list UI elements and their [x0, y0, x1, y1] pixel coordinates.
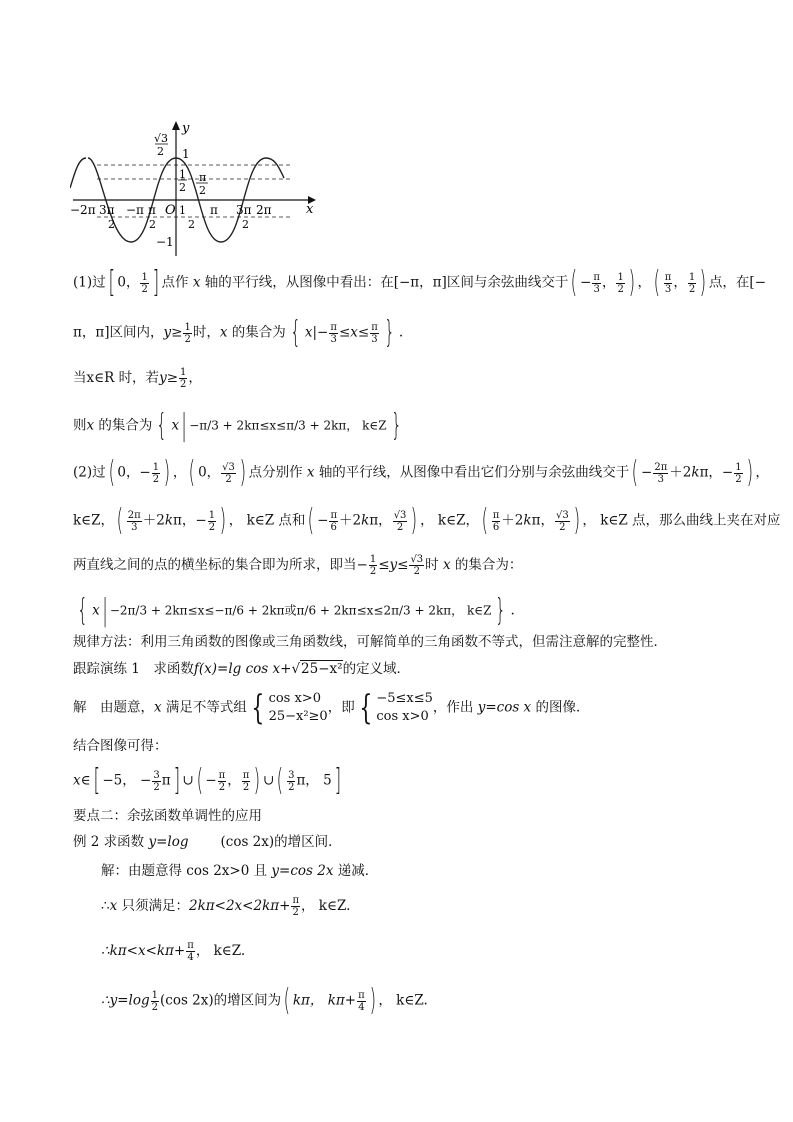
y-axis-label: y	[182, 121, 190, 136]
tick-half-d: 2	[179, 181, 186, 194]
p2-line2: k∈Z，( $\frac{2\pi}{3}$ ＋2kπ，− $\frac{1}{2}$ ) ， k∈Z 点和( − $\frac{\pi}{6}$ ＋2kπ， $\frac{√3}{2}$ ) ， k∈Z，( $\frac{\pi}{6}$ ＋2kπ， $\frac{√3}{2}$ ) ， k∈Z 点，那么曲线上夹在对应	[73, 503, 781, 538]
p1-line1: (1)过[ 0， $\frac{1}{2}$ ] 点作 x 轴的平行线，从图像中看出：在[−π，π]区间与余弦曲线交于( − $\frac{\pi}{3}$ ， $\frac{1}{2}$ ) ，( $\frac{\pi}{3}$ ， $\frac{1}{2}$ ) 点，在[−	[73, 265, 767, 300]
p1-line3: 当x∈R 时，若y≥ $\frac{1}{2}$ ，	[73, 367, 202, 390]
p2-line4: { x| −2π/3 + 2kπ≤x≤−π/6 + 2kπ或π/6 + 2kπ≤x≤2π/3 + 2kπ， k∈Z } .	[77, 593, 515, 628]
cosine-curve-left	[70, 158, 86, 188]
p2-line3: 两直线之间的点的横坐标的集合即为所求，即当− $\frac{1}{2}$ ≤y≤ $\frac{√3}{2}$ 时 x 的集合为：	[73, 554, 523, 577]
tick-sqrt3: √3	[154, 132, 169, 145]
ex1-solution: 解 由题意，x 满足不等式组 { cos x>0 25−x²≥0 ，即 { −5≤x≤5 cos x>0 ，作出 y=cos x 的图像．	[73, 688, 590, 728]
tick-one-x: 1	[179, 204, 186, 217]
tick-half-x: 2	[188, 218, 195, 231]
ex1-combine: 结合图像可得：	[73, 738, 168, 754]
origin-label: O	[165, 203, 176, 218]
tick-neg-3pi: 3π	[99, 203, 115, 217]
tick-one: 1	[182, 147, 190, 161]
p1-line2: π，π]区间内，y≥ $\frac{1}{2}$ 时，x 的集合为 { x|− $\frac{\pi}{3}$ ≤x≤ $\frac{\pi}{3}$ } .	[73, 315, 404, 350]
tick-2pi: 2π	[256, 203, 272, 217]
p1-line4: 则x 的集合为 { x| −π/3 + 2kπ≤x≤π/3 + 2kπ， k∈Z }	[73, 408, 402, 443]
tick-neg-3pi-d: 2	[108, 218, 115, 231]
tick-neg-one: −1	[156, 235, 174, 249]
rule-text: 规律方法：利用三角函数的图像或三角函数线，可解简单的三角函数不等式，但需注意解的完整性．	[73, 634, 667, 650]
ex2-step4: ∴y=log $\frac{1}{2}$ (cos 2x)的增区间为( kπ， kπ+ $\frac{\pi}{4}$ ) ， k∈Z.	[101, 983, 428, 1018]
tick-3pi: 3π	[236, 203, 252, 217]
tick-3pi-d: 2	[242, 218, 249, 231]
cosine-curve-right	[266, 158, 284, 178]
tick-pi3-n: π	[199, 171, 207, 184]
x-axis-label: x	[306, 202, 314, 217]
tick-neg-pi: −π	[126, 203, 144, 217]
p2-line1: (2)过( 0，− $\frac{1}{2}$ ) ，( 0， $\frac{√3}{2}$ ) 点分别作 x 轴的平行线，从图像中看出它们分别与余弦曲线交于( − $\frac{2\pi}{3}$ ＋2kπ，− $\frac{1}{2}$ ) ，	[73, 455, 769, 490]
ex2-step2: ∴x 只须满足：2kπ<2x<2kπ+ $\frac{\pi}{2}$ ， k∈Z.	[101, 895, 351, 918]
ex2-title: 例 2 求函数 y=log (cos 2x)的增区间．	[73, 834, 342, 850]
point2-heading: 要点二：余弦函数单调性的应用	[73, 808, 262, 824]
tick-pi: π	[210, 203, 218, 217]
tick-sqrt3-denom: 2	[157, 145, 164, 158]
ex2-step3: ∴kπ<x<kπ+ $\frac{\pi}{4}$ ， k∈Z.	[101, 940, 246, 963]
tick-half-n: 1	[179, 168, 186, 181]
tick-neg-pi-half: π	[148, 203, 156, 217]
tick-neg-2pi: −2π	[70, 203, 96, 217]
cosine-graph	[70, 118, 320, 258]
ex2-step1: 解：由题意得 cos 2x>0 且 y=cos 2x 递减．	[101, 863, 379, 879]
ex1-title: 跟踪演练 1 求函数f(x)=lg cos x+√25−x²的定义域．	[73, 661, 411, 677]
tick-neg-pi-half-d: 2	[149, 218, 156, 231]
ex1-answer: x∈[ −5， − $\frac{3}{2}$ π] ∪( − $\frac{\pi}{2}$ ， $\frac{\pi}{2}$ ) ∪( $\frac{3}{2}$ π， 5]	[73, 763, 341, 798]
tick-pi3-d: 2	[199, 184, 206, 197]
